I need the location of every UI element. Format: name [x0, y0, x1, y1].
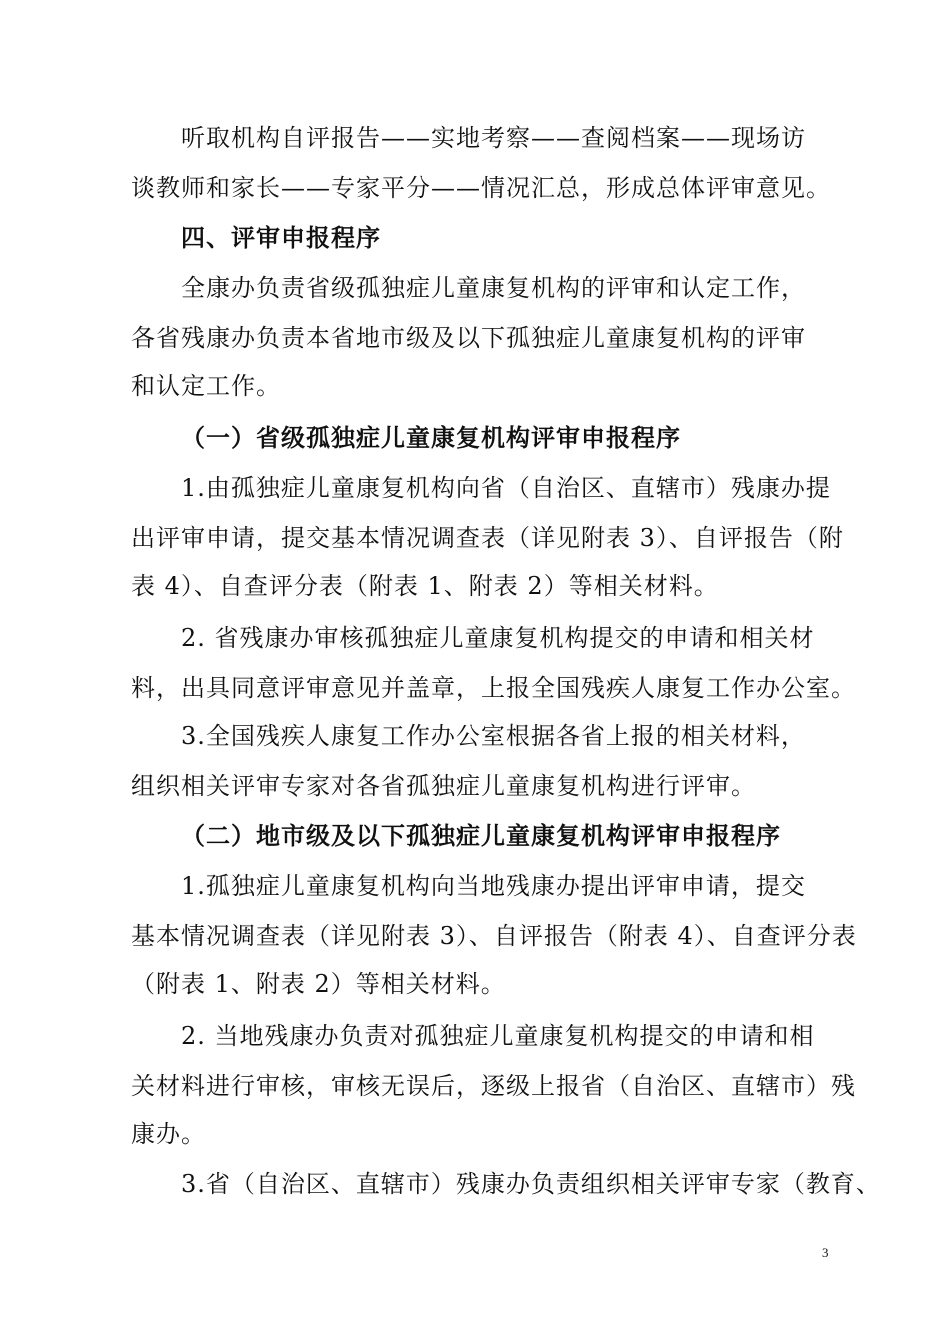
- section-heading: 四、评审申报程序: [181, 224, 381, 252]
- body-text-line: 和认定工作。: [131, 372, 281, 400]
- subsection-heading: （二）地市级及以下孤独症儿童康复机构评审申报程序: [181, 822, 781, 850]
- body-text-line: 各省残康办负责本省地市级及以下孤独症儿童康复机构的评审: [131, 324, 806, 352]
- body-text-line: 谈教师和家长——专家平分——情况汇总，形成总体评审意见。: [131, 174, 831, 202]
- body-text-line: 1.由孤独症儿童康复机构向省（自治区、直辖市）残康办提: [181, 474, 831, 502]
- body-text-line: 表 4）、自查评分表（附表 1、附表 2）等相关材料。: [131, 572, 719, 600]
- body-text-line: 2. 当地残康办负责对孤独症儿童康复机构提交的申请和相: [181, 1022, 815, 1050]
- body-text-line: 全康办负责省级孤独症儿童康复机构的评审和认定工作，: [181, 274, 806, 302]
- page-number: 3: [822, 1245, 829, 1260]
- body-text-line: 关材料进行审核，审核无误后，逐级上报省（自治区、直辖市）残: [131, 1072, 856, 1100]
- body-text-line: （附表 1、附表 2）等相关材料。: [131, 970, 506, 998]
- body-text-line: 1.孤独症儿童康复机构向当地残康办提出评审申请，提交: [181, 872, 806, 900]
- body-text-line: 康办。: [131, 1120, 206, 1148]
- body-text-line: 组织相关评审专家对各省孤独症儿童康复机构进行评审。: [131, 772, 756, 800]
- body-text-line: 3.全国残疾人康复工作办公室根据各省上报的相关材料，: [181, 722, 806, 750]
- body-text-line: 基本情况调查表（详见附表 3）、自评报告（附表 4）、自查评分表: [131, 922, 857, 950]
- body-text-line: 3.省（自治区、直辖市）残康办负责组织相关评审专家（教育、: [181, 1170, 881, 1198]
- body-text-line: 2. 省残康办审核孤独症儿童康复机构提交的申请和相关材: [181, 624, 815, 652]
- body-text-line: 出评审申请，提交基本情况调查表（详见附表 3）、自评报告（附: [131, 524, 844, 552]
- body-text-line: 料，出具同意评审意见并盖章，上报全国残疾人康复工作办公室。: [131, 674, 856, 702]
- subsection-heading: （一）省级孤独症儿童康复机构评审申报程序: [181, 424, 681, 452]
- body-text-line: 听取机构自评报告——实地考察——查阅档案——现场访: [181, 124, 806, 152]
